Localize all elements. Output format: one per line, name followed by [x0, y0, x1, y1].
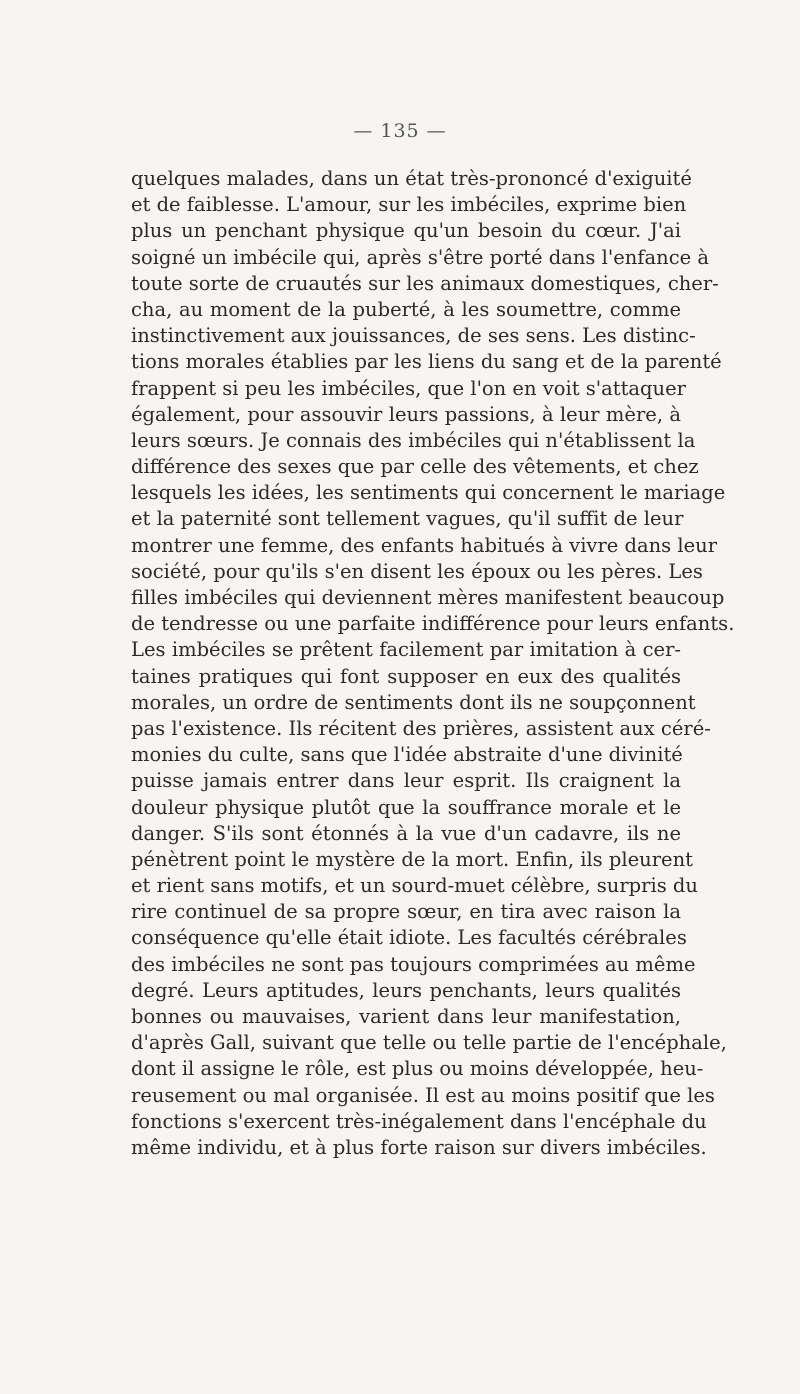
text-line: même individu, et à plus forte raison sur divers imbéciles. — [131, 1135, 707, 1159]
text-line: morales, un ordre de sentiments dont ils ne soupçonnent — [131, 690, 696, 714]
text-line: d'après Gall, suivant que telle ou telle partie de l'encéphale, — [131, 1031, 727, 1055]
text-line: différence des sexes que par celle des vêtements, et chez — [131, 455, 699, 479]
text-line: degré. Leurs aptitudes, leurs penchants, leurs qualités — [131, 978, 681, 1002]
text-line: taines pratiques qui font supposer en eux des qualités — [131, 664, 681, 688]
body-text — [131, 166, 735, 1161]
text-line: douleur physique plutôt que la souffrance morale et le — [131, 795, 681, 819]
text-line: danger. S'ils sont étonnés à la vue d'un cadavre, ils ne — [131, 821, 681, 845]
text-line: pas l'existence. Ils récitent des prières, assistent aux céré- — [131, 716, 711, 740]
text-line: lesquels les idées, les sentiments qui concernent le mariage — [131, 481, 726, 505]
text-line: frappent si peu les imbéciles, que l'on en voit s'attaquer — [131, 376, 686, 400]
text-line: dont il assigne le rôle, est plus ou moins développée, heu- — [131, 1057, 704, 1081]
text-line: soigné un imbécile qui, après s'être porté dans l'enfance à — [131, 245, 709, 269]
text-line: puisse jamais entrer dans leur esprit. Ils craignent la — [131, 769, 681, 793]
text-line: et de faiblesse. L'amour, sur les imbéciles, exprime bien — [131, 193, 687, 217]
text-line: rire continuel de sa propre sœur, en tira avec raison la — [131, 900, 681, 924]
text-line: instinctivement aux jouissances, de ses sens. Les distinc- — [131, 324, 696, 348]
text-line: et rient sans motifs, et un sourd-muet célèbre, surpris du — [131, 874, 698, 898]
text-line: fonctions s'exercent très-inégalement dans l'encéphale du — [131, 1109, 707, 1133]
text-line: et la paternité sont tellement vagues, qu'il suffit de leur — [131, 507, 684, 531]
text-line: bonnes ou mauvaises, varient dans leur manifestation, — [131, 1005, 681, 1028]
text-line: pénètrent point le mystère de la mort. Enfin, ils pleurent — [131, 847, 693, 871]
text-line: conséquence qu'elle était idiote. Les facultés cérébrales — [131, 926, 687, 950]
text-line: également, pour assouvir leurs passions, à leur mère, à — [131, 402, 681, 426]
text-line: société, pour qu'ils s'en disent les époux ou les pères. Les — [131, 559, 703, 583]
text-line: montrer une femme, des enfants habitués à vivre dans leur — [131, 533, 718, 557]
page-number: — 135 — — [353, 120, 447, 142]
text-line: de tendresse ou une parfaite indifférence pour leurs enfants. — [131, 612, 735, 636]
text-line: leurs sœurs. Je connais des imbéciles qui n'établissent la — [131, 428, 696, 452]
text-line: monies du culte, sans que l'idée abstraite d'une divinité — [131, 743, 683, 767]
text-line: Les imbéciles se prêtent facilement par imitation à cer- — [131, 638, 681, 662]
text-line: tions morales établies par les liens du sang et de la parenté — [131, 350, 722, 374]
text-line: filles imbéciles qui deviennent mères manifestent beaucoup — [131, 586, 725, 609]
text-line: plus un penchant physique qu'un besoin du cœur. J'ai — [131, 219, 681, 243]
text-line: reusement ou mal organisée. Il est au moins positif que les — [131, 1083, 715, 1107]
text-line: quelques malades, dans un état très-prononcé d'exiguité — [131, 167, 692, 190]
text-line: cha, au moment de la puberté, à les soumettre, comme — [131, 297, 681, 321]
text-line: toute sorte de cruautés sur les animaux domestiques, cher- — [131, 271, 719, 295]
text-line: des imbéciles ne sont pas toujours comprimées au même — [131, 952, 696, 976]
